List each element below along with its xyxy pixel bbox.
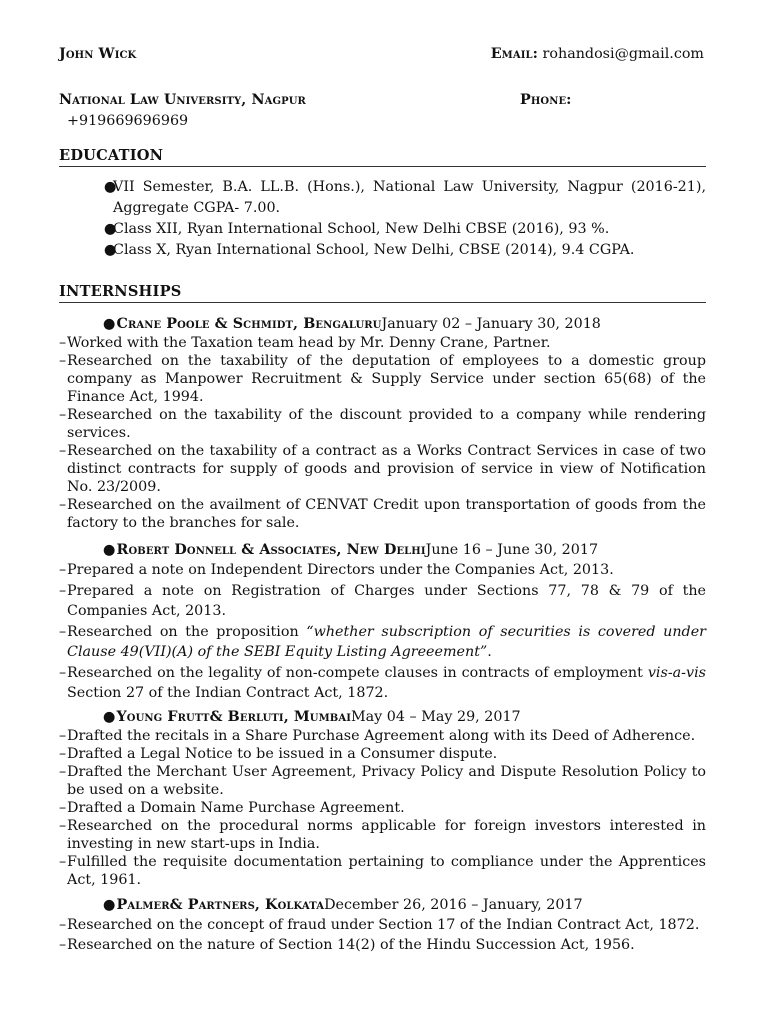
- bullet-icon: ●: [104, 242, 117, 258]
- firm-name: Young Frutt& Berluti, Mumbai: [116, 708, 351, 725]
- duty-item: – Prepared a note on Independent Directors under the Companies Act, 2013.: [59, 560, 706, 581]
- duty-item: – Drafted the recitals in a Share Purchase Agreement along with its Deed of Adherence.: [59, 727, 696, 744]
- dash-icon: –: [59, 407, 67, 423]
- internship-firm-header: [59, 895, 706, 915]
- firm-dates: December 26, 2016 – January, 2017: [324, 896, 583, 913]
- duty-item: – Researched on the taxability of the deputation of employees to a domestic group company as Manpower Recruitment & Supply Service under section 65(68) of the Finance Act, 1994.: [59, 353, 706, 405]
- internship-firm-header: [59, 540, 706, 560]
- email-line: [491, 46, 704, 62]
- dash-icon: –: [59, 335, 67, 351]
- firm-name: Palmer& Partners, Kolkata: [116, 896, 325, 913]
- dash-icon: –: [59, 799, 67, 816]
- internship-firm-header: [59, 314, 706, 334]
- internships-heading: INTERNSHIPS: [59, 283, 706, 303]
- bullet-icon: ●: [103, 316, 116, 332]
- dash-icon: –: [59, 443, 67, 459]
- duty-item: – Researched on the proposition “whether subscription of securities is covered under Clause 49(VII)(A) of the SEBI Equity Listing Agreeement”.: [59, 623, 706, 660]
- firm-name: Crane Poole & Schmidt, Bengaluru: [116, 316, 382, 332]
- duty-item: – Researched on the nature of Section 14(2) of the Hindu Succession Act, 1956.: [59, 935, 706, 956]
- dash-icon: –: [59, 763, 67, 780]
- dash-icon: –: [59, 853, 67, 870]
- education-item: ● Class XII, Ryan International School, New Delhi CBSE (2016), 93 %.: [104, 219, 706, 240]
- phone-label: Phone:: [520, 92, 572, 108]
- education-item: ● VII Semester, B.A. LL.B. (Hons.), National Law University, Nagpur (2016-21), Aggregate CGPA- 7.00.: [104, 179, 706, 216]
- duty-item: – Worked with the Taxation team head by Mr. Denny Crane, Partner.: [59, 335, 551, 351]
- education-heading: EDUCATION: [59, 147, 706, 167]
- bullet-icon: ●: [103, 896, 116, 913]
- duty-item: – Researched on the legality of non-compete clauses in contracts of employment vis-a-vis Section 27 of the Indian Contract Act, 1872.: [59, 664, 706, 701]
- dash-icon: –: [59, 562, 67, 578]
- bullet-icon: ●: [103, 708, 116, 725]
- duty-item: – Drafted a Domain Name Purchase Agreement.: [59, 799, 405, 816]
- dash-icon: –: [59, 497, 67, 513]
- duty-item: – Researched on the taxability of the discount provided to a company while rendering services.: [59, 407, 706, 441]
- email-value[interactable]: rohandosi@gmail.com: [542, 46, 704, 62]
- internship-list: [59, 314, 706, 956]
- dash-icon: –: [59, 582, 67, 599]
- duty-item: – Researched on the taxability of a contract as a Works Contract Services in case of two distinct contracts for supply of goods and provision of service in view of Notification No. 23/2009.: [59, 443, 706, 495]
- dash-icon: –: [59, 353, 67, 369]
- email-label: Email:: [490, 46, 538, 62]
- dash-icon: –: [59, 664, 67, 681]
- duty-item: – Researched on the concept of fraud under Section 17 of the Indian Contract Act, 1872.: [59, 915, 706, 936]
- dash-icon: –: [59, 937, 67, 953]
- duty-item: – Researched on the procedural norms applicable for foreign investors interested in investing in new start-ups in India.: [59, 817, 706, 852]
- duty-item: – Fulfilled the requisite documentation pertaining to compliance under the Apprentices Act, 1961.: [59, 853, 706, 888]
- firm-dates: June 16 – June 30, 2017: [425, 542, 599, 558]
- dash-icon: –: [59, 727, 67, 744]
- bullet-icon: ●: [104, 179, 117, 195]
- phone-value[interactable]: +919669696969: [67, 113, 189, 129]
- dash-icon: –: [59, 745, 67, 762]
- duty-item: – Researched on the availment of CENVAT Credit upon transportation of goods from the factory to the branches for sale.: [59, 497, 706, 531]
- education-item: ● Class X, Ryan International School, New Delhi, CBSE (2014), 9.4 CGPA.: [104, 240, 706, 261]
- dash-icon: –: [59, 916, 67, 933]
- firm-name: Robert Donnell & Associates, New Delhi: [116, 542, 426, 558]
- candidate-name: John Wick: [59, 46, 137, 62]
- firm-dates: May 04 – May 29, 2017: [350, 708, 521, 725]
- bullet-icon: ●: [104, 221, 117, 237]
- education-list: [104, 177, 706, 261]
- dash-icon: –: [59, 817, 67, 834]
- bullet-icon: ●: [103, 542, 116, 558]
- firm-dates: January 02 – January 30, 2018: [381, 316, 601, 332]
- duty-item: – Prepared a note on Registration of Charges under Sections 77, 78 & 79 of the Companies Act, 2013.: [59, 582, 706, 619]
- internship-firm-header: [59, 707, 706, 727]
- duty-item: – Drafted the Merchant User Agreement, Privacy Policy and Dispute Resolution Policy to be used on a website.: [59, 763, 706, 798]
- university-name: National Law University, Nagpur: [59, 92, 306, 108]
- duty-item: – Drafted a Legal Notice to be issued in a Consumer dispute.: [59, 745, 498, 762]
- dash-icon: –: [59, 623, 67, 640]
